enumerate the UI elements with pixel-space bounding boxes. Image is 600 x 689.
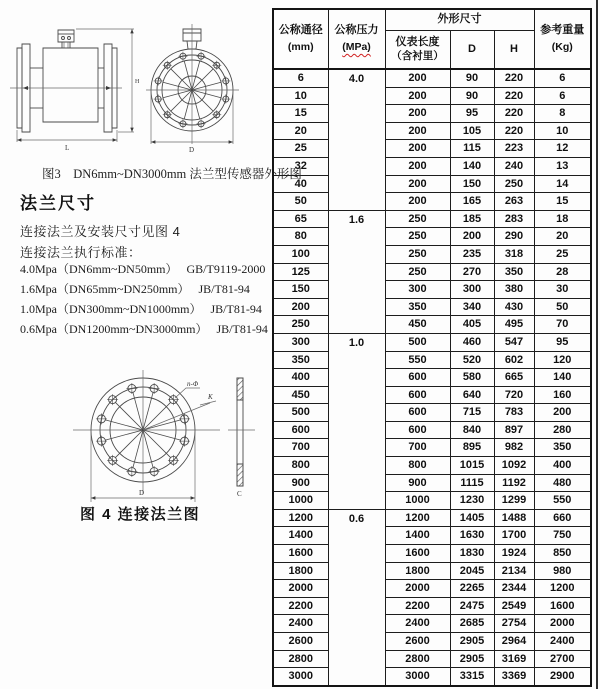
- dim-label-n-phi: n-Φ: [187, 380, 199, 388]
- cell-d: 405: [450, 316, 494, 334]
- cell-d: 520: [450, 351, 494, 369]
- cell-dn: 2600: [273, 633, 328, 651]
- cell-dn: 300: [273, 333, 328, 351]
- table-row: [273, 333, 591, 351]
- cell-d: 1830: [450, 545, 494, 563]
- cell-d: 1115: [450, 474, 494, 492]
- table-row: [273, 193, 591, 211]
- cell-length: 600: [385, 369, 450, 387]
- cell-dn: 6: [273, 69, 328, 87]
- cell-d: 105: [450, 122, 494, 140]
- cell-dn: 1800: [273, 562, 328, 580]
- cell-h: 665: [494, 369, 534, 387]
- table-row: [273, 369, 591, 387]
- flange-size-heading: 法兰尺寸: [20, 194, 96, 213]
- header-length-sub: （含衬里）: [391, 49, 444, 62]
- header-nominal-diameter: [273, 9, 328, 69]
- cell-h: 2134: [494, 562, 534, 580]
- cell-weight: 70: [534, 316, 591, 334]
- cell-d: 840: [450, 421, 494, 439]
- table-row: [273, 457, 591, 475]
- table-row: [273, 509, 591, 527]
- cell-d: 2905: [450, 650, 494, 668]
- cell-weight: 14: [534, 175, 591, 193]
- table-row: [273, 316, 591, 334]
- table-row: [273, 140, 591, 158]
- cell-dn: 50: [273, 193, 328, 211]
- cell-length: 250: [385, 263, 450, 281]
- fig4-caption: 图 4 连接法兰图: [80, 506, 201, 523]
- header-reference-weight: [534, 9, 591, 69]
- cell-dn: 350: [273, 351, 328, 369]
- cell-dn: 15: [273, 105, 328, 123]
- table-row: [273, 527, 591, 545]
- cell-d: 95: [450, 105, 494, 123]
- cell-dn: 1600: [273, 545, 328, 563]
- cell-length: 200: [385, 157, 450, 175]
- cell-weight: 95: [534, 333, 591, 351]
- cell-pressure: 0.6: [328, 509, 385, 685]
- cell-weight: 120: [534, 351, 591, 369]
- cell-length: 550: [385, 351, 450, 369]
- cell-d: 2045: [450, 562, 494, 580]
- fig3-sensor-outline-drawing: [6, 12, 268, 162]
- cell-length: 1800: [385, 562, 450, 580]
- cell-h: 1488: [494, 509, 534, 527]
- header-h: H: [494, 31, 534, 70]
- cell-d: 165: [450, 193, 494, 211]
- cell-length: 500: [385, 333, 450, 351]
- cell-d: 2905: [450, 633, 494, 651]
- cell-length: 200: [385, 87, 450, 105]
- cell-weight: 1600: [534, 597, 591, 615]
- table-row: [273, 263, 591, 281]
- table-row: [273, 87, 591, 105]
- cell-h: 2549: [494, 597, 534, 615]
- cell-h: 547: [494, 333, 534, 351]
- cell-dn: 40: [273, 175, 328, 193]
- table-row: [273, 562, 591, 580]
- cell-h: 783: [494, 404, 534, 422]
- table-row: [273, 386, 591, 404]
- cell-dn: 150: [273, 281, 328, 299]
- cell-dn: 500: [273, 404, 328, 422]
- cell-length: 600: [385, 404, 450, 422]
- dim-label-l: L: [65, 144, 70, 152]
- cell-pressure: 1.0: [328, 333, 385, 509]
- cell-d: 235: [450, 245, 494, 263]
- cell-h: 380: [494, 281, 534, 299]
- cell-d: 715: [450, 404, 494, 422]
- table-row: [273, 597, 591, 615]
- cell-h: 1092: [494, 457, 534, 475]
- cell-h: 982: [494, 439, 534, 457]
- cell-weight: 15: [534, 193, 591, 211]
- cell-weight: 280: [534, 421, 591, 439]
- cell-weight: 2000: [534, 615, 591, 633]
- cell-length: 200: [385, 105, 450, 123]
- cell-dn: 10: [273, 87, 328, 105]
- cell-length: 250: [385, 245, 450, 263]
- cell-dn: 250: [273, 316, 328, 334]
- cell-length: 1600: [385, 545, 450, 563]
- cell-weight: 140: [534, 369, 591, 387]
- cell-h: 602: [494, 351, 534, 369]
- table-row: [273, 633, 591, 651]
- cell-length: 3000: [385, 668, 450, 686]
- cell-dn: 20: [273, 122, 328, 140]
- cell-d: 1630: [450, 527, 494, 545]
- cell-length: 2000: [385, 580, 450, 598]
- table-row: [273, 439, 591, 457]
- cell-d: 140: [450, 157, 494, 175]
- cell-length: 800: [385, 457, 450, 475]
- cell-dn: 100: [273, 245, 328, 263]
- cell-weight: 50: [534, 298, 591, 316]
- table-row: [273, 245, 591, 263]
- cell-length: 200: [385, 69, 450, 87]
- table-row: [273, 351, 591, 369]
- cell-weight: 1200: [534, 580, 591, 598]
- cell-dn: 900: [273, 474, 328, 492]
- cell-weight: 160: [534, 386, 591, 404]
- cell-weight: 480: [534, 474, 591, 492]
- cell-d: 300: [450, 281, 494, 299]
- cell-d: 895: [450, 439, 494, 457]
- cell-dn: 1200: [273, 509, 328, 527]
- cell-weight: 2700: [534, 650, 591, 668]
- table-row: [273, 228, 591, 246]
- cell-weight: 2400: [534, 633, 591, 651]
- cell-d: 2685: [450, 615, 494, 633]
- cell-d: 200: [450, 228, 494, 246]
- cell-weight: 660: [534, 509, 591, 527]
- cell-h: 1299: [494, 492, 534, 510]
- cell-h: 220: [494, 122, 534, 140]
- cell-dn: 1400: [273, 527, 328, 545]
- dim-label-h: H: [135, 79, 140, 85]
- cell-length: 900: [385, 474, 450, 492]
- cell-h: 495: [494, 316, 534, 334]
- cell-weight: 550: [534, 492, 591, 510]
- cell-h: 1192: [494, 474, 534, 492]
- cell-dn: 400: [273, 369, 328, 387]
- cell-dn: 200: [273, 298, 328, 316]
- standard-line: 1.0Mpa（DN300mm~DN1000mm） JB/T81-94: [20, 302, 262, 316]
- cell-d: 150: [450, 175, 494, 193]
- table-row: [273, 122, 591, 140]
- cell-length: 1000: [385, 492, 450, 510]
- table-row: [273, 210, 591, 228]
- dim-label-k: K: [208, 393, 213, 401]
- cell-d: 2475: [450, 597, 494, 615]
- header-wt-label: 参考重量: [540, 24, 585, 37]
- cell-length: 2200: [385, 597, 450, 615]
- spec-table: [272, 8, 592, 687]
- cell-pressure: 1.6: [328, 210, 385, 333]
- cell-weight: 980: [534, 562, 591, 580]
- header-dn-unit: (mm): [287, 40, 314, 53]
- cell-weight: 12: [534, 140, 591, 158]
- cell-weight: 2900: [534, 668, 591, 686]
- table-row: [273, 175, 591, 193]
- table-row: [273, 404, 591, 422]
- cell-weight: 28: [534, 263, 591, 281]
- standard-line: 0.6Mpa（DN1200mm~DN3000mm） JB/T81-94: [20, 322, 268, 336]
- cell-d: 185: [450, 210, 494, 228]
- cell-length: 200: [385, 193, 450, 211]
- cell-length: 2600: [385, 633, 450, 651]
- cell-dn: 80: [273, 228, 328, 246]
- cell-length: 200: [385, 140, 450, 158]
- cell-d: 115: [450, 140, 494, 158]
- cell-dn: 600: [273, 421, 328, 439]
- header-pn-label: 公称压力: [334, 24, 379, 37]
- cell-weight: 30: [534, 281, 591, 299]
- cell-weight: 750: [534, 527, 591, 545]
- cell-dn: 25: [273, 140, 328, 158]
- header-length-label: 仪表长度: [395, 36, 440, 49]
- cell-weight: 25: [534, 245, 591, 263]
- cell-h: 220: [494, 69, 534, 87]
- cell-h: 897: [494, 421, 534, 439]
- cell-weight: 20: [534, 228, 591, 246]
- header-meter-length: [385, 31, 450, 70]
- cell-d: 270: [450, 263, 494, 281]
- cell-length: 600: [385, 421, 450, 439]
- spec-table-header: [273, 9, 591, 69]
- fig4-connection-flange-drawing: [50, 352, 265, 512]
- cell-dn: 2800: [273, 650, 328, 668]
- cell-weight: 18: [534, 210, 591, 228]
- header-dn-label: 公称通径: [278, 24, 323, 37]
- cell-weight: 350: [534, 439, 591, 457]
- cell-weight: 400: [534, 457, 591, 475]
- cell-dn: 125: [273, 263, 328, 281]
- table-row: [273, 545, 591, 563]
- cell-weight: 850: [534, 545, 591, 563]
- cell-h: 318: [494, 245, 534, 263]
- header-pn-unit: (MPa): [342, 40, 371, 53]
- cell-weight: 6: [534, 69, 591, 87]
- table-row: [273, 580, 591, 598]
- cell-weight: 10: [534, 122, 591, 140]
- cell-d: 340: [450, 298, 494, 316]
- spec-table-body: [273, 69, 591, 686]
- cell-h: 263: [494, 193, 534, 211]
- table-row: [273, 69, 591, 87]
- dim-label-d-flange: D: [139, 489, 145, 497]
- cell-h: 2964: [494, 633, 534, 651]
- cell-weight: 13: [534, 157, 591, 175]
- cell-d: 2265: [450, 580, 494, 598]
- cell-length: 450: [385, 316, 450, 334]
- cell-dn: 800: [273, 457, 328, 475]
- cell-dn: 2000: [273, 580, 328, 598]
- cell-length: 1400: [385, 527, 450, 545]
- cell-length: 250: [385, 228, 450, 246]
- sensor-side-view: [10, 29, 140, 152]
- flange-section-view: [228, 378, 255, 498]
- cell-pressure: 4.0: [328, 69, 385, 210]
- table-row: [273, 474, 591, 492]
- cell-h: 283: [494, 210, 534, 228]
- cell-length: 200: [385, 175, 450, 193]
- table-row: [273, 281, 591, 299]
- cell-h: 1924: [494, 545, 534, 563]
- table-row: [273, 650, 591, 668]
- cell-d: 1015: [450, 457, 494, 475]
- cell-d: 1405: [450, 509, 494, 527]
- cell-h: 2754: [494, 615, 534, 633]
- cell-length: 200: [385, 122, 450, 140]
- cell-weight: 6: [534, 87, 591, 105]
- cell-length: 2800: [385, 650, 450, 668]
- flange-face-view: [73, 370, 220, 502]
- fig3-caption: 图3 DN6mm~DN3000mm 法兰型传感器外形图: [42, 167, 302, 181]
- standard-line: 4.0Mpa（DN6mm~DN50mm） GB/T9119-2000: [20, 262, 266, 276]
- cell-length: 700: [385, 439, 450, 457]
- cell-weight: 8: [534, 105, 591, 123]
- table-row: [273, 668, 591, 686]
- cell-dn: 1000: [273, 492, 328, 510]
- cell-h: 1700: [494, 527, 534, 545]
- cell-h: 430: [494, 298, 534, 316]
- cell-d: 460: [450, 333, 494, 351]
- cell-length: 250: [385, 210, 450, 228]
- cell-length: 300: [385, 281, 450, 299]
- cell-d: 90: [450, 69, 494, 87]
- dim-label-d-front: D: [189, 146, 195, 154]
- cell-length: 600: [385, 386, 450, 404]
- flange-note-install: 连接法兰及安装尺寸见图 4: [20, 224, 181, 239]
- table-row: [273, 298, 591, 316]
- cell-d: 90: [450, 87, 494, 105]
- cell-h: 240: [494, 157, 534, 175]
- cell-h: 3369: [494, 668, 534, 686]
- table-row: [273, 157, 591, 175]
- cell-h: 250: [494, 175, 534, 193]
- dim-label-c: C: [237, 490, 242, 498]
- table-row: [273, 492, 591, 510]
- cell-length: 2400: [385, 615, 450, 633]
- header-nominal-pressure: [328, 9, 385, 69]
- cell-d: 3315: [450, 668, 494, 686]
- cell-h: 3169: [494, 650, 534, 668]
- cell-length: 350: [385, 298, 450, 316]
- cell-dn: 2200: [273, 597, 328, 615]
- cell-h: 223: [494, 140, 534, 158]
- cell-dn: 2400: [273, 615, 328, 633]
- cell-length: 1200: [385, 509, 450, 527]
- cell-dn: 450: [273, 386, 328, 404]
- cell-h: 2344: [494, 580, 534, 598]
- cell-h: 290: [494, 228, 534, 246]
- header-wt-unit: (Kg): [551, 40, 573, 53]
- sensor-front-view: [146, 24, 239, 154]
- standard-line: 1.6Mpa（DN65mm~DN250mm） JB/T81-94: [20, 282, 250, 296]
- cell-weight: 200: [534, 404, 591, 422]
- cell-h: 220: [494, 105, 534, 123]
- cell-d: 1230: [450, 492, 494, 510]
- cell-dn: 3000: [273, 668, 328, 686]
- cell-d: 580: [450, 369, 494, 387]
- cell-dn: 65: [273, 210, 328, 228]
- table-row: [273, 615, 591, 633]
- cell-d: 640: [450, 386, 494, 404]
- cell-dn: 32: [273, 157, 328, 175]
- header-outline-dimensions: 外形尺寸: [385, 9, 534, 31]
- cell-h: 350: [494, 263, 534, 281]
- cell-h: 220: [494, 87, 534, 105]
- standards-list: [20, 259, 268, 339]
- cell-dn: 700: [273, 439, 328, 457]
- table-row: [273, 421, 591, 439]
- table-row: [273, 105, 591, 123]
- flange-note-standard: 连接法兰执行标准：: [20, 245, 142, 260]
- cell-h: 720: [494, 386, 534, 404]
- header-d: D: [450, 31, 494, 70]
- page-edge-line: [596, 0, 598, 689]
